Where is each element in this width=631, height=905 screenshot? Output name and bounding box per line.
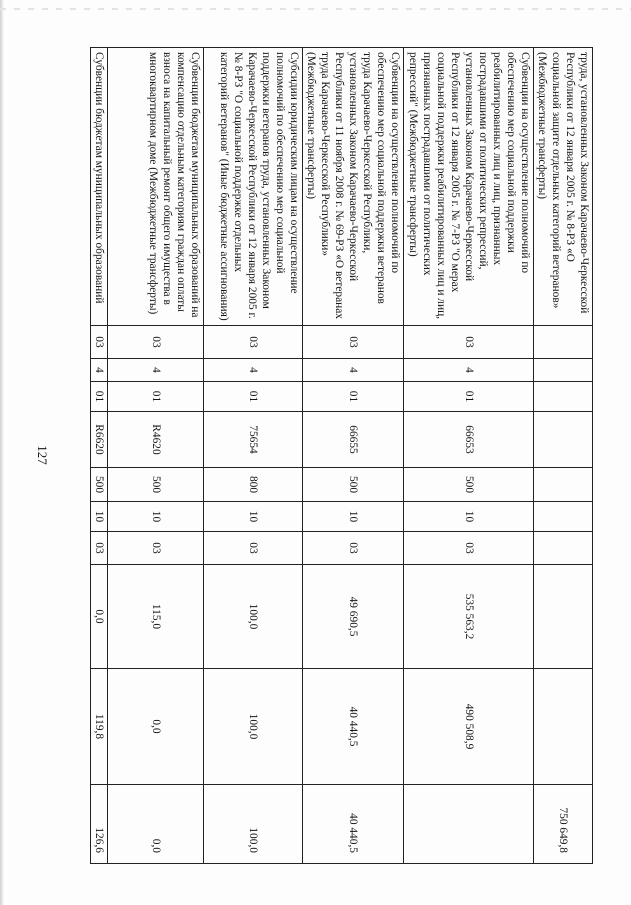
code-cell: 03 xyxy=(204,532,302,565)
amount-cell: 0,0 xyxy=(108,785,204,864)
code-cell: 66653 xyxy=(404,412,534,468)
table-row xyxy=(404,48,534,864)
code-cell: 66655 xyxy=(302,412,403,468)
page-number: 127 xyxy=(35,445,50,465)
code-cell: 03 xyxy=(404,326,534,359)
amount-cell: 100,0 xyxy=(204,785,302,864)
amount-cell: 40 440,5 xyxy=(302,785,403,864)
code-cell xyxy=(533,382,592,412)
table-body xyxy=(91,48,593,864)
amount-cell: 0,0 xyxy=(91,565,108,669)
row-name-cell: Субсидии юридическим лицам на осуществление полномочий по обеспечению мер социальной поддержки ветеранов труда, установленных Законом Карачаево-Черкесской Республики от 12 января 2005 г. № 8-РЗ "О социальной поддержке отдельных категорий ветеранов" (Иные бюджетные ассигнования) xyxy=(204,48,302,326)
code-cell xyxy=(533,468,592,502)
code-cell: 01 xyxy=(108,382,204,412)
code-cell: 01 xyxy=(302,382,403,412)
code-cell: 03 xyxy=(108,532,204,565)
row-name-cell: Субвенции бюджетам муниципальных образований xyxy=(91,48,108,326)
table-row xyxy=(204,48,302,864)
table-row xyxy=(533,48,592,864)
table-row xyxy=(108,48,204,864)
code-cell: 01 xyxy=(204,382,302,412)
amount-cell: 126,6 xyxy=(91,785,108,864)
code-cell: 75654 xyxy=(204,412,302,468)
amount-cell xyxy=(533,669,592,785)
amount-cell: 49 690,5 xyxy=(302,565,403,669)
row-name-cell: Субвенции бюджетам муниципальных образований на компенсацию отдельным категориям граждан оплаты взноса на капитальный ремонт общего имущества в многоквартирном доме (Межбюджетные трансферты) xyxy=(108,48,204,326)
code-cell: 4 xyxy=(302,359,403,382)
code-cell: 4 xyxy=(108,359,204,382)
code-cell: 500 xyxy=(108,468,204,502)
code-cell: 03 xyxy=(404,532,534,565)
code-cell: 03 xyxy=(91,532,108,565)
code-cell: 10 xyxy=(204,502,302,532)
row-name-cell: труда, установленных Законом Карачаево-Черкесской Республики от 12 января 2005 г. № 8-РЗ «О социальной защите отдельных категорий ветеранов» (Межбюджетные трансферты) xyxy=(533,48,592,326)
code-cell: 03 xyxy=(204,326,302,359)
amount-cell: 535 563,2 xyxy=(404,565,534,669)
code-cell: 03 xyxy=(302,532,403,565)
amount-cell: 750 649,8 xyxy=(533,785,592,864)
table-row xyxy=(302,48,403,864)
code-cell: 4 xyxy=(204,359,302,382)
code-cell xyxy=(533,532,592,565)
amount-cell: 115,0 xyxy=(108,565,204,669)
code-cell xyxy=(533,359,592,382)
amount-cell: 119,8 xyxy=(91,669,108,785)
code-cell: 10 xyxy=(108,502,204,532)
rotated-table-container xyxy=(90,47,593,863)
amount-cell: 490 508,9 xyxy=(404,669,534,785)
amount-cell: 100,0 xyxy=(204,669,302,785)
amount-cell: 100,0 xyxy=(204,565,302,669)
code-cell: 03 xyxy=(108,326,204,359)
code-cell: 500 xyxy=(404,468,534,502)
code-cell: 01 xyxy=(404,382,534,412)
code-cell xyxy=(533,412,592,468)
row-name-cell: Субвенции на осуществление полномочий по обеспечению мер социальной поддержки ветеранов труда Карачаево-Черкесской Республики, установленных Законом Карачаево-Черкесской Республики от 11 ноября 2008 г. № 69-РЗ «О ветеранах труда Карачаево-Черкесской Республики» (Межбюджетные трансферты) xyxy=(302,48,403,326)
code-cell xyxy=(533,502,592,532)
code-cell: 10 xyxy=(404,502,534,532)
amount-cell: 0,0 xyxy=(108,669,204,785)
code-cell: R4620 xyxy=(108,412,204,468)
code-cell: 500 xyxy=(302,468,403,502)
code-cell: 10 xyxy=(91,502,108,532)
code-cell: 01 xyxy=(91,382,108,412)
amount-cell xyxy=(404,785,534,864)
code-cell: 500 xyxy=(91,468,108,502)
code-cell: 800 xyxy=(204,468,302,502)
code-cell: R6620 xyxy=(91,412,108,468)
code-cell: 4 xyxy=(404,359,534,382)
code-cell: 03 xyxy=(302,326,403,359)
code-cell: 03 xyxy=(91,326,108,359)
code-cell: 10 xyxy=(302,502,403,532)
code-cell xyxy=(533,326,592,359)
budget-table xyxy=(90,47,593,864)
scan-artifact xyxy=(0,8,631,10)
table-row xyxy=(91,48,108,864)
amount-cell xyxy=(533,565,592,669)
scan-edge xyxy=(0,0,4,905)
amount-cell: 40 440,5 xyxy=(302,669,403,785)
code-cell: 4 xyxy=(91,359,108,382)
row-name-cell: Субвенции на осуществление полномочий по обеспечению мер социальной поддержки реабилитированных лиц и лиц, признанных пострадавшими от политических репрессий, установленных Законом Карачаево-Черкесской Республики от 12 января 2005 г. № 7-РЗ "О мерах социальной поддержки реабилитированных лиц и лиц, признанных пострадавшими от политических репрессий" (Межбюджетные трансферты) xyxy=(404,48,534,326)
